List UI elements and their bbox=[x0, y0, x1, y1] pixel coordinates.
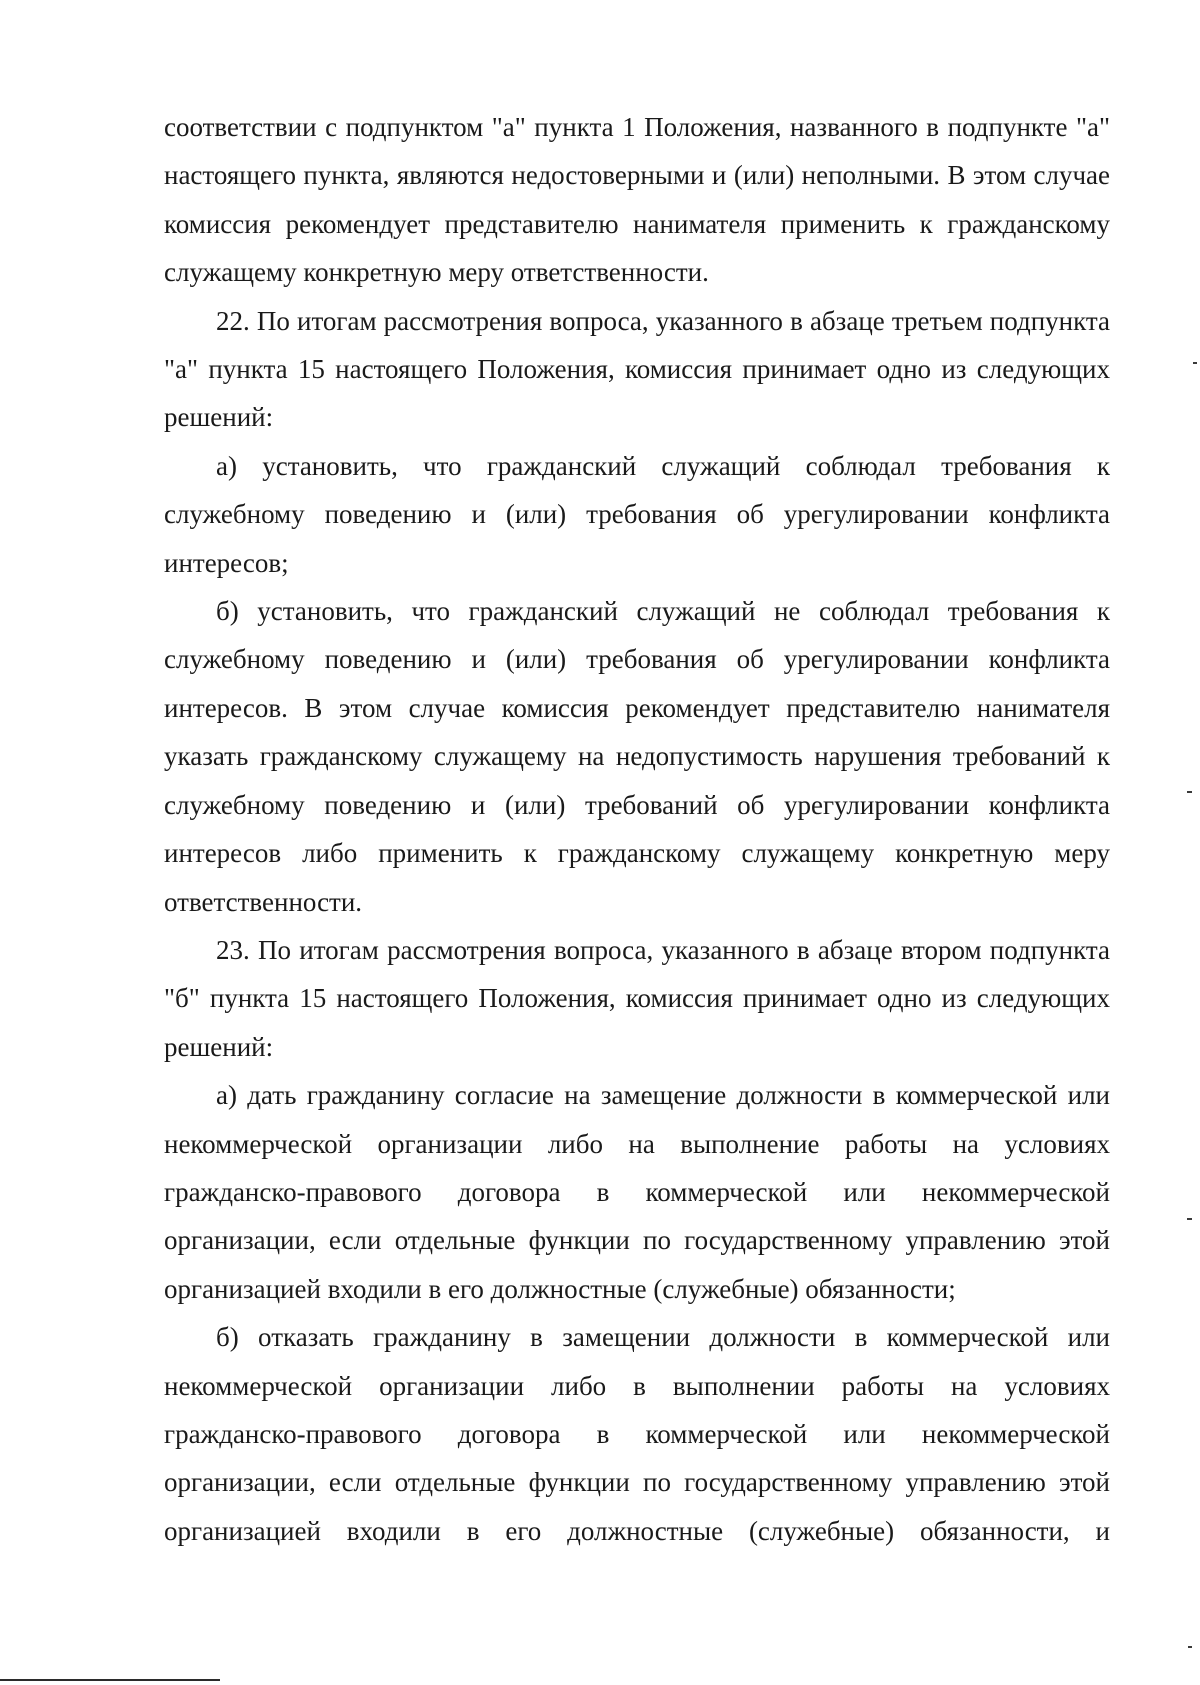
paragraph-item-22: 22. По итогам рассмотрения вопроса, указанного в абзаце третьем подпункта "а" пункта 15 настоящего Положения, комиссия принимает одно из следующих решений: bbox=[164, 305, 1110, 433]
paragraph-item-23-b: б) отказать гражданину в замещении должности в коммерческой или некоммерческой организации либо в выполнении работы на условиях гражданско-правового договора в коммерческой или некоммерческой организации, если отдельные функции по государственному управлению этой организацией входили в его должностные (служебные) обязанности, и bbox=[164, 1322, 1110, 1546]
paragraph-item-23: 23. По итогам рассмотрения вопроса, указанного в абзаце втором подпункта "б" пункта 15 настоящего Положения, комиссия принимает одно из следующих решений: bbox=[164, 934, 1110, 1062]
scan-artifact-mark bbox=[1187, 1218, 1192, 1220]
paragraph-continuation: соответствии с подпунктом "а" пункта 1 Положения, названного в подпункте "а" настоящего пункта, являются недостоверными и (или) неполными. В этом случае комиссия рекомендует представителю нанимателя применить к гражданскому служащему конкретную меру ответственности. bbox=[164, 112, 1110, 288]
scan-artifact-mark bbox=[1188, 1646, 1192, 1648]
scan-artifact-bottom-rule bbox=[0, 1679, 220, 1681]
paragraph-item-22-a: а) установить, что гражданский служащий соблюдал требования к служебному поведению и (или) требования об урегулировании конфликта интересов; bbox=[164, 450, 1110, 578]
scan-artifact-mark bbox=[1193, 362, 1197, 364]
paragraph-item-23-a: а) дать гражданину согласие на замещение должности в коммерческой или некоммерческой организации либо на выполнение работы на условиях гражданско-правового договора в коммерческой или некоммерческой организации, если отдельные функции по государственному управлению этой организацией входили в его должностные (служебные) обязанности; bbox=[164, 1080, 1110, 1304]
scan-artifact-mark bbox=[1187, 791, 1192, 793]
paragraph-item-22-b: б) установить, что гражданский служащий не соблюдал требования к служебному поведению и (или) требования об урегулировании конфликта интересов. В этом случае комиссия рекомендует представителю нанимателя указать гражданскому служащему на недопустимость нарушения требований к служебному поведению и (или) требований об урегулировании конфликта интересов либо применить к гражданскому служащему конкретную меру ответственности. bbox=[164, 596, 1110, 917]
document-body bbox=[164, 103, 1110, 1555]
